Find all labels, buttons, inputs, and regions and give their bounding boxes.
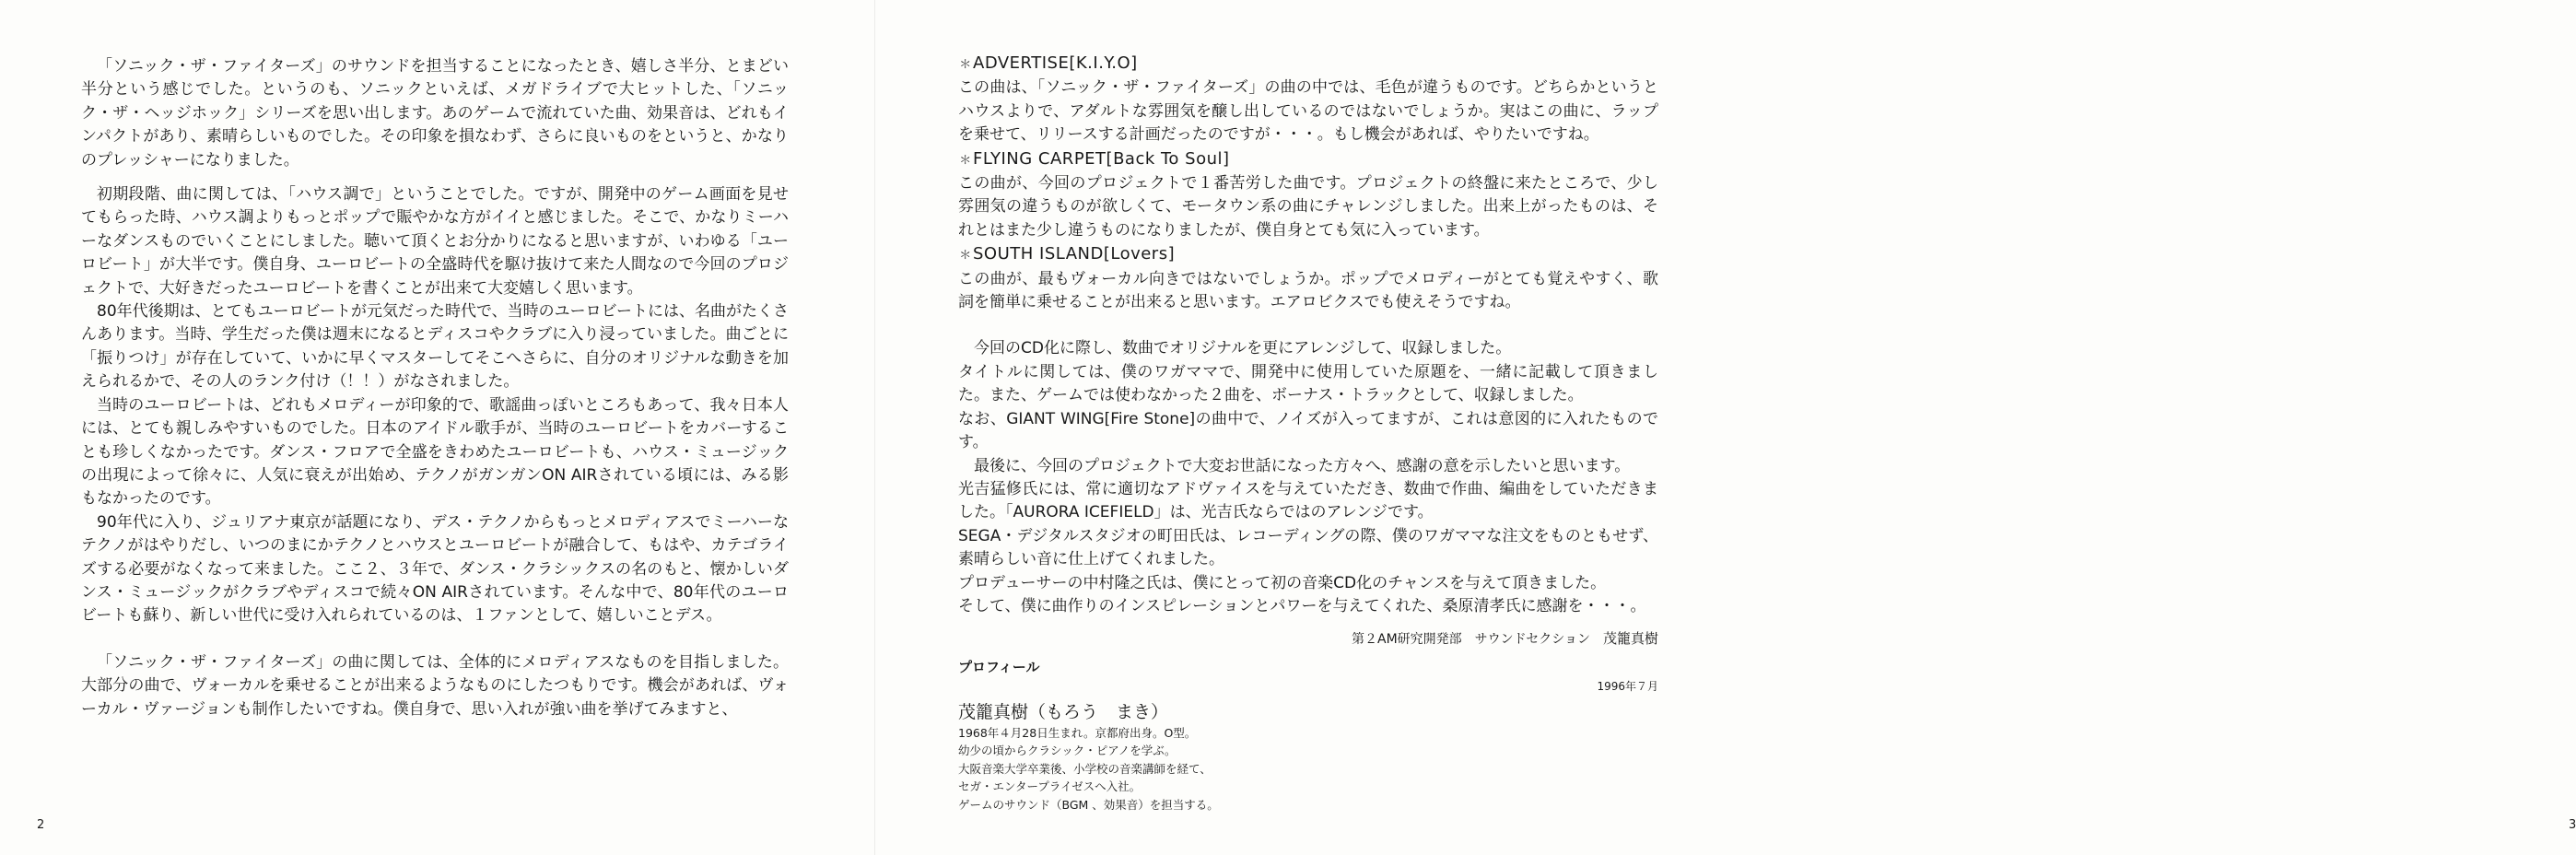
paragraph-mitsuyoshi: 光吉猛修氏には、常に適切なアドヴァイスを与えていただき、数曲で作曲、編曲をしていただきました。「AURORA ICEFIELD」は、光吉氏ならではのアレンジです。 <box>958 479 1658 522</box>
track-title <box>958 52 1658 76</box>
paragraph-90s: 90年代に入り、ジュリアナ東京が話題になり、デス・テクノからもっとメロディアスでミーハーなテクノがはやりだし、いつのまにかテクノとハウスとユーロビートが融合して、もはや、カテゴライズする必要がなくなって来ました。ここ２、３年で、ダンス・クラシックスの名のもと、懐かしいダンス・ミュージックがクラブやディスコで続々ON AIRされています。そんな中で、80年代のユーロビートも蘇り、新しい世代に受け入れられているのは、１ファンとして、嬉しいことデス。 <box>81 512 789 626</box>
profile-heading: プロフィール <box>958 658 1040 675</box>
paragraph-80s: 80年代後期は、とてもユーロビートが元気だった時代で、当時のユーロビートには、名曲がたくさんあります。当時、学生だった僕は週末になるとディスコやクラブに入り浸っていました。曲ごとに「振りつけ」が存在していて、いかに早くマスターしてそこへさらに、自分のオリジナルな動きを加えられるかで、その人のランク付け（！！）がなされました。 <box>81 302 789 392</box>
track-advertise <box>958 52 1658 147</box>
signature-name: 茂籠真樹 <box>1602 630 1658 648</box>
paragraph-noise: なお、GIANT WING[Fire Stone]の曲中で、ノイズが入ってますが、これは意図的に入れたものです。 <box>958 409 1658 452</box>
profile-name: 茂籠真樹（もろう まき） <box>958 701 1169 722</box>
track-description: この曲が、今回のプロジェクトで１番苦労した曲です。プロジェクトの終盤に来たところで、少し雰囲気の違うものが欲しくて、モータウン系の曲にチャレンジしました。出来上がったものは、それとはまた少し違うものになりましたが、僕自身とても気に入っています。 <box>958 174 1658 240</box>
signature-section: サウンドセクション <box>1474 632 1590 648</box>
star-bullet: ＊ <box>959 58 972 72</box>
track-description: この曲が、最もヴォーカル向きではないでしょうか。ポップでメロディーがとても覚えやすく、歌詞を簡単に乗せることが出来ると思います。エアロビクスでも使えそうですね。 <box>958 269 1658 312</box>
paragraph-eurobeat: 当時のユーロビートは、どれもメロディーが印象的で、歌謡曲っぽいところもあって、我々日本人には、とても親しみやすいものでした。日本のアイドル歌手が、当時のユーロビートをカバーすることも珍しくなかったです。ダンス・フロアで全盛をきわめたユーロビートも、ハウス・ミュージックの出現によって徐々に、人気に衰えが出始め、テクノがガンガンON AIRされている頃には、みる影もなかったのです。 <box>81 395 789 509</box>
paragraph-kuwahara: そして、僕に曲作りのインスピレーションとパワーを与えてくれた、桑原清孝氏に感謝を・・・。 <box>958 596 1646 615</box>
page-number-left: 2 <box>37 818 45 832</box>
star-bullet: ＊ <box>959 249 972 264</box>
track-south-island <box>958 242 1658 314</box>
paragraph-songs: 「ソニック・ザ・ファイターズ」の曲に関しては、全体的にメロディアスなものを目指しました。大部分の曲で、ヴォーカルを乗せることが出来るようなものにしたつもりです。機会があれば、ヴォーカル・ヴァージョンも制作したいですね。僕自身で、思い入れが強い曲を挙げてみますと、 <box>81 652 789 719</box>
signature-department: 第２AM研究開発部 <box>1352 632 1462 648</box>
profile-line: 1968年４月28日生まれ。京都府出身。O型。 <box>958 725 1197 740</box>
paragraph-thanks: 最後に、今回のプロジェクトで大変お世話になった方々へ、感謝の意を示したいと思います。 <box>974 456 1631 475</box>
profile-line: 幼少の頃からクラシック・ピアノを学ぶ。 <box>958 744 1177 758</box>
page-number-right: 3 <box>2569 818 2576 832</box>
paragraph-nakamura: プロデューサーの中村隆之氏は、僕にとって初の音楽CD化のチャンスを与えて頂きました。 <box>958 573 1607 592</box>
paragraph-machida: SEGA・デジタルスタジオの町田氏は、レコーディングの際、僕のワガママな注文をものともせず、素晴らしい音に仕上げてくれました。 <box>958 526 1658 569</box>
profile-line: ゲームのサウンド（BGM 、効果音）を担当する。 <box>958 797 1219 812</box>
paragraph-intro: 「ソニック・ザ・ファイターズ」のサウンドを担当することになったとき、嬉しさ半分、とまどい半分という感じでした。というのも、ソニックといえば、メガドライブで大ヒットした、「ソニック・ザ・ヘッジホック」シリーズを思い出します。あのゲームで流れていた曲、効果音は、どれもインパクトがあり、素晴らしいものでした。その印象を損なわず、さらに良いものをというと、かなりのプレッシャーになりました。 <box>81 57 789 170</box>
profile-line: 大阪音楽大学卒業後、小学校の音楽講師を経て、 <box>958 761 1212 776</box>
profile-date: 1996年７月 <box>1597 680 1658 694</box>
paragraph-early-stage: 初期段階、曲に関しては、「ハウス調で」ということでした。ですが、開発中のゲーム画面を見せてもらった時、ハウス調よりもっとポップで賑やかな方がイイと感じました。そこで、かなりミーハーなダンスものでいくことにしました。聴いて頂くとお分かりになると思いますが、いわゆる「ユーロビート」が大半です。僕自身、ユーロビートの全盛時代を駆け抜けて来た人間なので今回のプロジェクトで、大好きだったユーロビートを書くことが出来て大変嬉しく思います。 <box>81 185 789 298</box>
track-flying-carpet <box>958 147 1658 243</box>
left-page-body <box>81 55 789 721</box>
signature <box>958 627 1658 651</box>
star-bullet: ＊ <box>959 153 972 168</box>
track-title <box>958 242 1658 267</box>
track-name: FLYING CARPET[Back To Soul] <box>973 148 1230 169</box>
track-name: ADVERTISE[K.I.Y.O] <box>973 53 1138 73</box>
track-name: SOUTH ISLAND[Lovers] <box>973 244 1176 264</box>
profile-line: セガ・エンタープライゼスへ入社。 <box>958 779 1142 794</box>
paragraph-titles: タイトルに関しては、僕のワガママで、開発中に使用していた原題を、一緒に記載して頂きました。また、ゲームでは使わなかった２曲を、ボーナス・トラックとして、収録しました。 <box>958 362 1658 405</box>
right-page-body <box>958 52 1658 814</box>
track-description: この曲は、「ソニック・ザ・ファイターズ」の曲の中では、毛色が違うものです。どちらかというとハウスよりで、アダルトな雰囲気を醸し出しているのではないでしょうか。実はこの曲に、ラップを乗せて、リリースする計画だったのですが・・・。もし機会があれば、やりたいですね。 <box>958 78 1658 145</box>
track-title <box>958 147 1658 172</box>
paragraph-cd-arrange: 今回のCD化に際し、数曲でオリジナルを更にアレンジして、収録しました。 <box>974 339 1512 358</box>
